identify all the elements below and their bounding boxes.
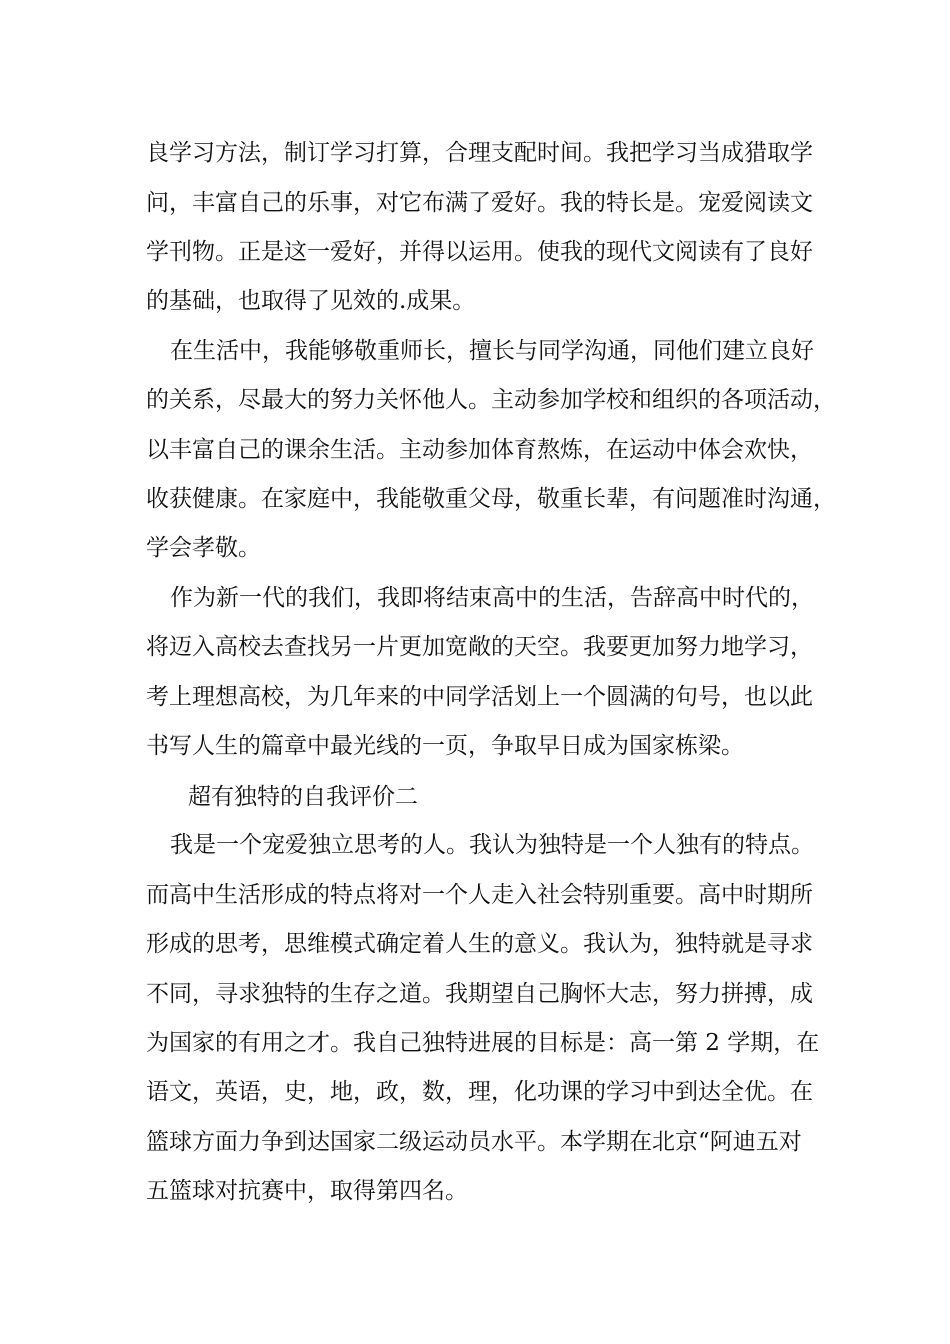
- text-line: 学会孝敬。: [146, 535, 261, 561]
- text-line: 的基础，也取得了见效的.成果。: [146, 288, 476, 314]
- text-line: 良学习方法，制订学习打算，合理支配时间。我把学习当成猎取学: [146, 140, 813, 166]
- section-heading: 超有独特的自我评价二: [188, 784, 418, 810]
- text-line: 五篮球对抗赛中，取得第四名。: [146, 1178, 468, 1204]
- text-line: 收获健康。在家庭中，我能敬重父母，敬重长辈，有问题准时沟通，: [146, 486, 836, 512]
- text-line: 不同，寻求独特的生存之道。我期望自己胸怀大志，努力拼搏，成: [146, 981, 813, 1007]
- text-line: 书写人生的篇章中最光线的一页，争取早日成为国家栋梁。: [146, 733, 744, 759]
- text-line: 为国家的有用之才。我自己独特进展的目标是：高一第 2 学期，在: [146, 1030, 820, 1056]
- text-line: 篮球方面力争到达国家二级运动员水平。本学期在北京“阿迪五对: [146, 1129, 802, 1155]
- text-line: 而高中生活形成的特点将对一个人走入社会特别重要。高中时期所: [146, 882, 813, 908]
- text-line: 语文，英语，史，地，政，数，理，化功课的学习中到达全优。在: [146, 1079, 813, 1105]
- text-line: 将迈入高校去查找另一片更加宽敞的天空。我要更加努力地学习，: [146, 634, 813, 660]
- text-line: 在生活中，我能够敬重师长，擅长与同学沟通，同他们建立良好: [170, 338, 814, 364]
- text-line: 以丰富自己的课余生活。主动参加体育熬炼，在运动中体会欢快，: [146, 437, 813, 463]
- text-line: 形成的思考，思维模式确定着人生的意义。我认为，独特就是寻求: [146, 931, 813, 957]
- text-line: 问，丰富自己的乐事，对它布满了爱好。我的特长是。宠爱阅读文: [146, 190, 813, 216]
- text-line: 我是一个宠爱独立思考的人。我认为独特是一个人独有的特点。: [170, 832, 814, 858]
- text-line: 考上理想高校，为几年来的中同学活划上一个圆满的句号，也以此: [146, 684, 813, 710]
- text-line: 学刊物。正是这一爱好，并得以运用。使我的现代文阅读有了良好: [146, 239, 813, 265]
- text-line: 作为新一代的我们，我即将结束高中的生活，告辞高中时代的，: [170, 585, 814, 611]
- text-line: 的关系，尽最大的努力关怀他人。主动参加学校和组织的各项活动，: [146, 387, 836, 413]
